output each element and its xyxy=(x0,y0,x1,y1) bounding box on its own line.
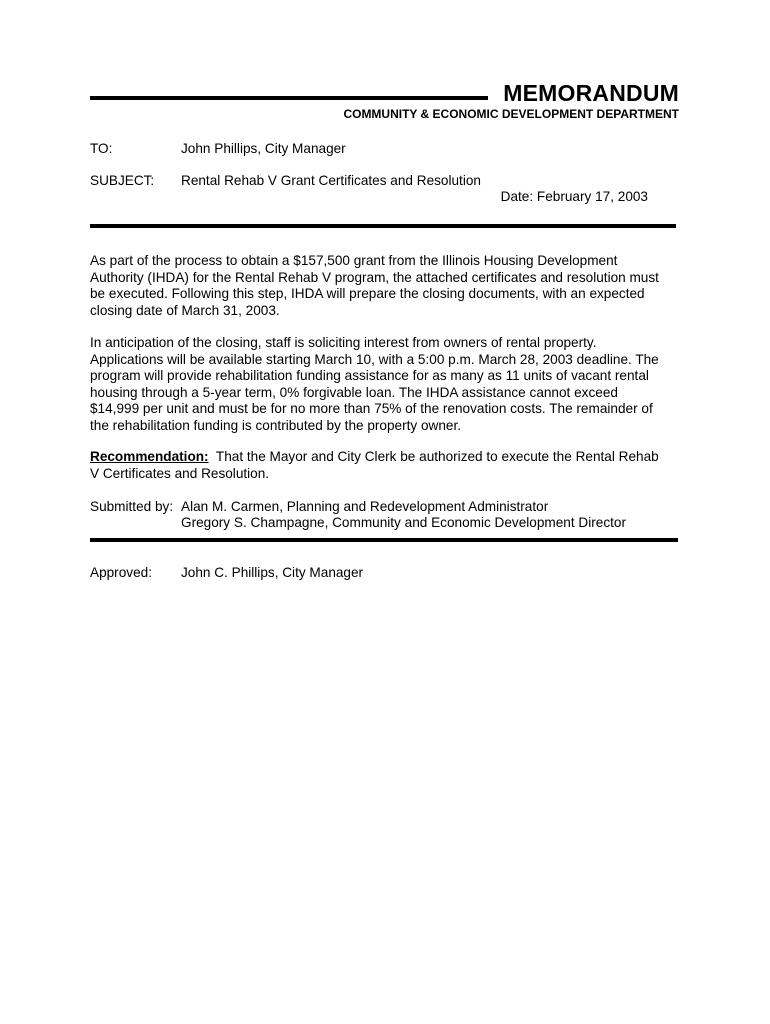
submitted-name-1: Alan M. Carmen, Planning and Redevelopment Administrator xyxy=(181,499,549,514)
memo-date: Date: February 17, 2003 xyxy=(500,189,648,204)
recommendation-text: That the Mayor and City Clerk be authorized to execute the Rental Rehab xyxy=(208,449,659,464)
to-value: John Phillips, City Manager xyxy=(181,141,346,156)
approved-value: John C. Phillips, City Manager xyxy=(181,565,364,580)
subject-label: SUBJECT: xyxy=(90,173,155,188)
paragraph-line: the rehabilitation funding is contributed by the property owner. xyxy=(90,417,462,433)
footer-divider xyxy=(90,538,678,542)
subject-value: Rental Rehab V Grant Certificates and Resolution xyxy=(181,173,481,188)
recommendation-text: V Certificates and Resolution. xyxy=(90,465,270,481)
paragraph-line: Authority (IHDA) for the Rental Rehab V program, the attached certificates and resolution must xyxy=(90,269,659,285)
header-rule xyxy=(90,96,488,100)
recommendation-label: Recommendation: xyxy=(90,449,209,464)
paragraph-line: closing date of March 31, 2003. xyxy=(90,302,280,318)
paragraph-line: be executed. Following this step, IHDA will prepare the closing documents, with an expected xyxy=(90,286,645,301)
paragraph-line: $14,999 per unit and must be for no more than 75% of the renovation costs. The remainder of xyxy=(90,401,653,416)
paragraph-line: housing through a 5-year term, 0% forgivable loan. The IHDA assistance cannot exceed xyxy=(90,384,618,400)
paragraph-line: As part of the process to obtain a $157,500 grant from the Illinois Housing Development xyxy=(90,253,618,268)
approved-label: Approved: xyxy=(90,565,152,580)
memo-title: MEMORANDUM xyxy=(503,80,679,106)
submitted-label: Submitted by: xyxy=(90,499,174,514)
to-label: TO: xyxy=(90,141,113,156)
paragraph-line: In anticipation of the closing, staff is soliciting interest from owners of rental property. xyxy=(90,335,597,350)
submitted-name-2: Gregory S. Champagne, Community and Economic Development Director xyxy=(181,515,627,530)
department-name: COMMUNITY & ECONOMIC DEVELOPMENT DEPARTMENT xyxy=(343,107,679,121)
header-divider xyxy=(90,224,676,228)
recommendation xyxy=(90,449,680,482)
paragraph-line: Applications will be available starting March 10, with a 5:00 p.m. March 28, 2003 deadline. The xyxy=(90,351,659,367)
paragraph-2 xyxy=(90,335,680,434)
paragraph-1 xyxy=(90,253,680,319)
paragraph-line: program will provide rehabilitation funding assistance for as many as 11 units of vacant rental xyxy=(90,368,649,383)
